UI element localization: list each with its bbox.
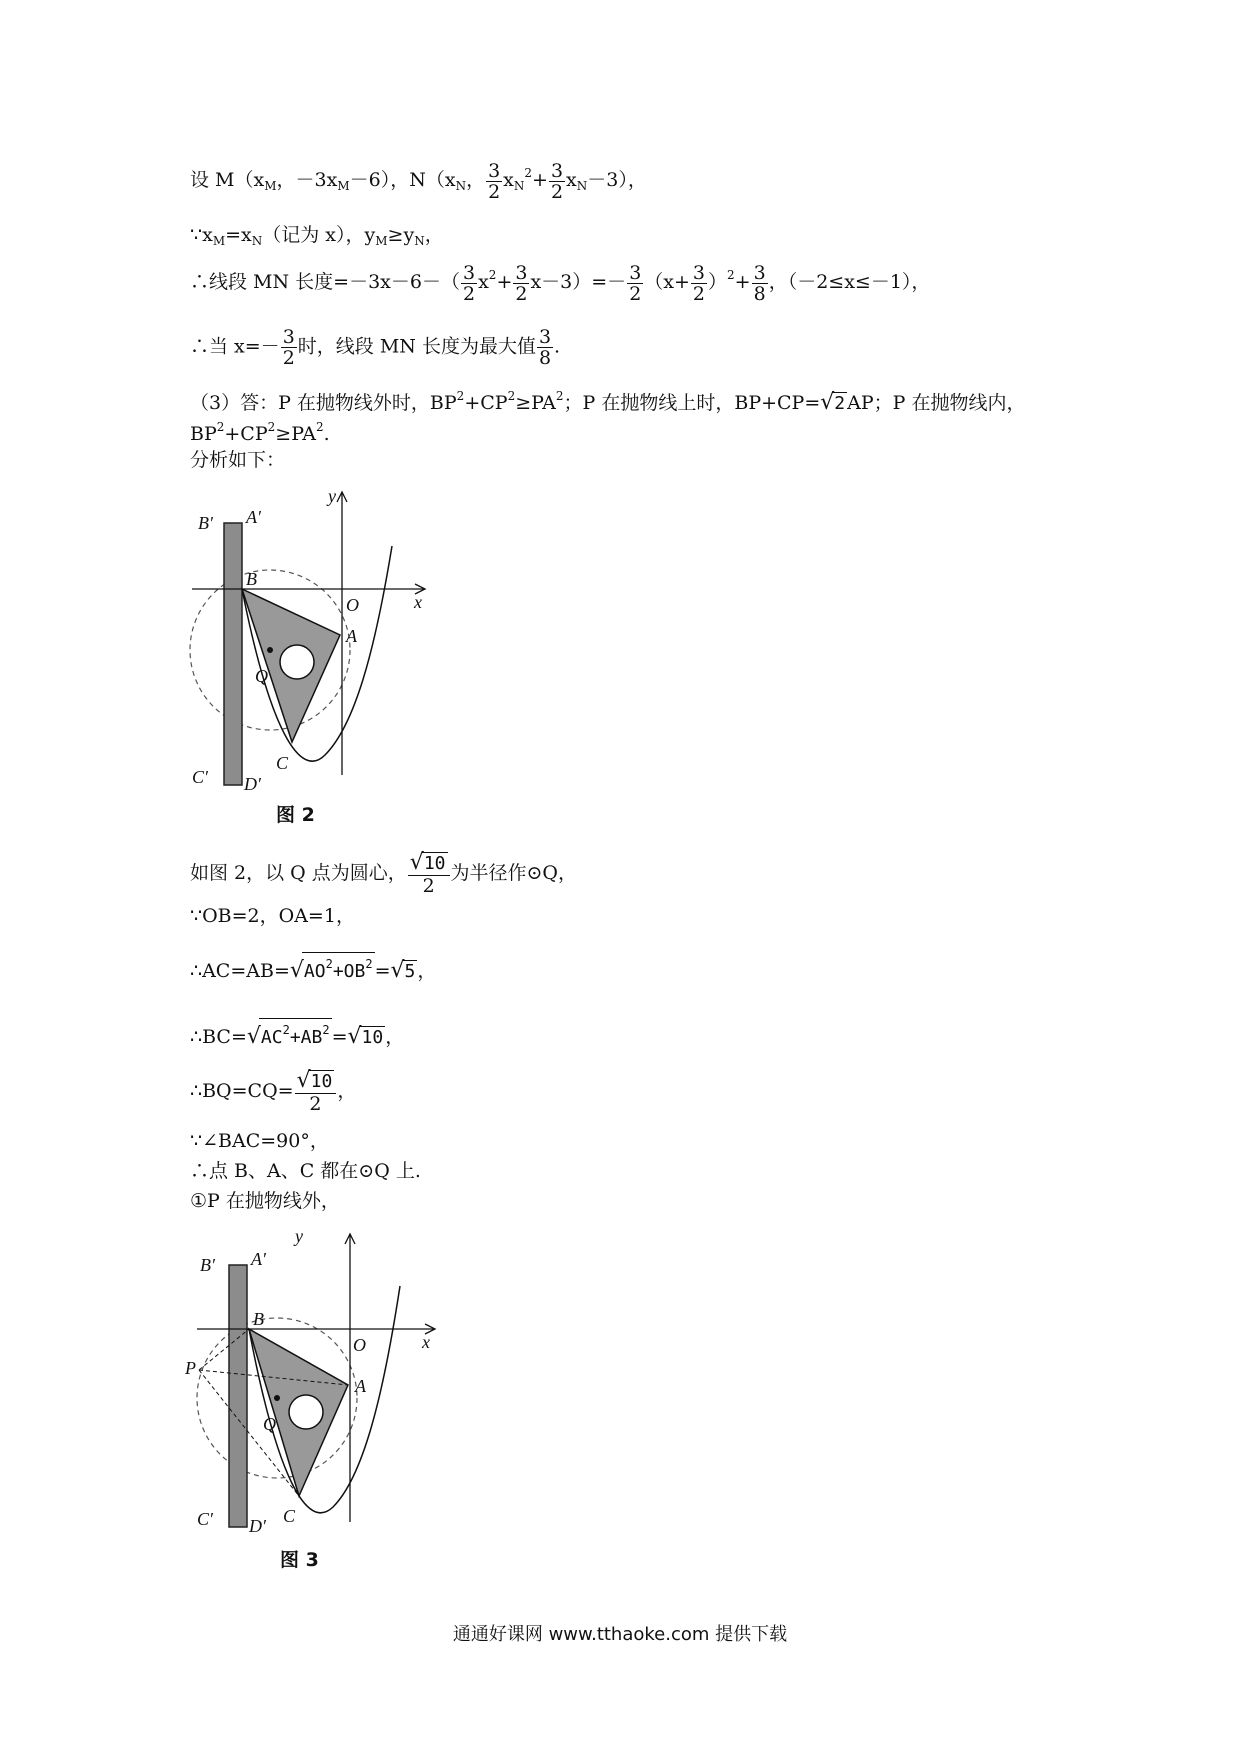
label-x: x xyxy=(414,592,422,612)
label-b-prime: B′ xyxy=(200,1255,215,1275)
fraction: $\frac{3}{2}$ xyxy=(550,159,564,203)
text-line-13: ∵∠BAC=90°， xyxy=(190,1130,329,1152)
label-c-prime: C′ xyxy=(192,767,208,787)
triangle-hole xyxy=(289,1395,323,1429)
label-c: C xyxy=(276,753,289,773)
label-q: Q xyxy=(263,1414,276,1434)
label-a: A xyxy=(346,626,357,646)
label-d-prime: D′ xyxy=(249,1516,266,1536)
text-line-8: 如图 2，以 Q 点为圆心， $\frac{√10}{2}$ 为半径作⊙Q， xyxy=(190,850,578,897)
label-b: B xyxy=(246,569,257,589)
text: + xyxy=(532,169,548,191)
label-b: B xyxy=(253,1309,264,1329)
text-line-12: ∴BQ=CQ= $\frac{√10}{2}$ ， xyxy=(190,1068,357,1115)
text-line-10: $\therefore AC=AB=√AO^2+OB^2 =√5$ ， xyxy=(190,952,436,984)
ruler-bar xyxy=(224,523,242,785)
text-line-1 xyxy=(190,160,647,202)
subscript: N xyxy=(576,179,588,193)
label-b-prime: B′ xyxy=(198,513,213,533)
fraction: $\frac{√10}{2}$ xyxy=(295,1070,337,1114)
page-footer: 通通好课网 www.tthaoke.com 提供下载 xyxy=(452,1624,788,1645)
label-x: x xyxy=(422,1332,430,1352)
text: －6），N（x xyxy=(349,169,456,191)
text: 设 M（x xyxy=(190,169,265,191)
figure-3-caption: 图 3 xyxy=(280,1549,319,1571)
fraction: $\frac{3}{2}$ xyxy=(692,261,706,305)
subscript: N xyxy=(513,179,525,193)
text-line-15: ①P 在抛物线外， xyxy=(190,1190,340,1212)
text-line-2: $\because x_M=x_N$（记为 x），$y_M\ge y_N$， xyxy=(190,224,444,248)
fraction: $\frac{3}{2}$ xyxy=(629,261,642,305)
text: －3）， xyxy=(587,169,647,191)
fraction: $\frac{3}{2}$ xyxy=(462,261,476,305)
fraction: $\frac{3}{2}$ xyxy=(488,159,501,203)
text: x xyxy=(503,169,514,191)
text-line-5: （3）答：P 在抛物线外时，$BP^2+CP^2\ge PA^2$；P 在抛物线上时，BP+CP=√2 AP；P 在抛物线内， xyxy=(190,389,1026,415)
fraction: $\frac{3}{2}$ xyxy=(282,326,295,369)
label-a-prime: A′ xyxy=(251,1249,266,1269)
fraction: $\frac{3}{8}$ xyxy=(753,261,766,305)
label-y: y xyxy=(328,486,336,506)
text-line-3: ∴线段 MN 长度=－3x－6－（ $\frac{3}{2}$ $x^2+$ $\frac{3}{2}$ x－3）=－ $\frac{3}{2}$ （x+ $\frac{3}{2}$ ）$^2$+ $\frac{3}{8}$ ，（－2≤x≤－1）， xyxy=(190,261,931,305)
triangle-hole xyxy=(280,645,314,679)
superscript: 2 xyxy=(524,166,533,180)
label-a: A xyxy=(355,1376,366,1396)
text-line-7: 分析如下： xyxy=(190,449,286,471)
label-y: y xyxy=(295,1226,303,1246)
label-o: O xyxy=(353,1335,366,1355)
fraction: $\frac{3}{8}$ xyxy=(538,326,552,369)
subscript: N xyxy=(455,179,467,193)
label-q: Q xyxy=(255,666,268,686)
point-q xyxy=(267,647,273,653)
fraction: $\frac{3}{2}$ xyxy=(515,261,528,305)
text-line-11: $\therefore BC=√AC^2+AB^2 =√10$ ， xyxy=(190,1018,404,1050)
figure-2 xyxy=(180,480,440,800)
label-d-prime: D′ xyxy=(244,774,261,794)
text-line-9: ∵OB=2，OA=1， xyxy=(190,905,355,927)
text-line-6: $BP^2+CP^2\ge PA^2$. xyxy=(190,420,330,445)
figure-3 xyxy=(185,1222,445,1542)
subscript: M xyxy=(264,179,277,193)
point-q xyxy=(274,1395,280,1401)
label-c-prime: C′ xyxy=(197,1509,213,1529)
label-c: C xyxy=(283,1506,296,1526)
text: ， xyxy=(466,169,486,191)
text-line-4: ∴当 x=－ $\frac{3}{2}$ 时，线段 MN 长度为最大值 $\frac{3}{8}$ . xyxy=(190,326,561,369)
label-p: P xyxy=(185,1358,196,1378)
text: x xyxy=(566,169,577,191)
fraction: $\frac{√10}{2}$ xyxy=(408,852,450,896)
label-a-prime: A′ xyxy=(246,507,261,527)
text-line-14: ∴点 B、A、C 都在⊙Q 上. xyxy=(190,1160,421,1182)
label-o: O xyxy=(346,595,359,615)
text: ，－3x xyxy=(276,169,338,191)
figure-2-caption: 图 2 xyxy=(276,804,315,826)
ruler-bar xyxy=(229,1265,247,1527)
subscript: M xyxy=(337,179,350,193)
